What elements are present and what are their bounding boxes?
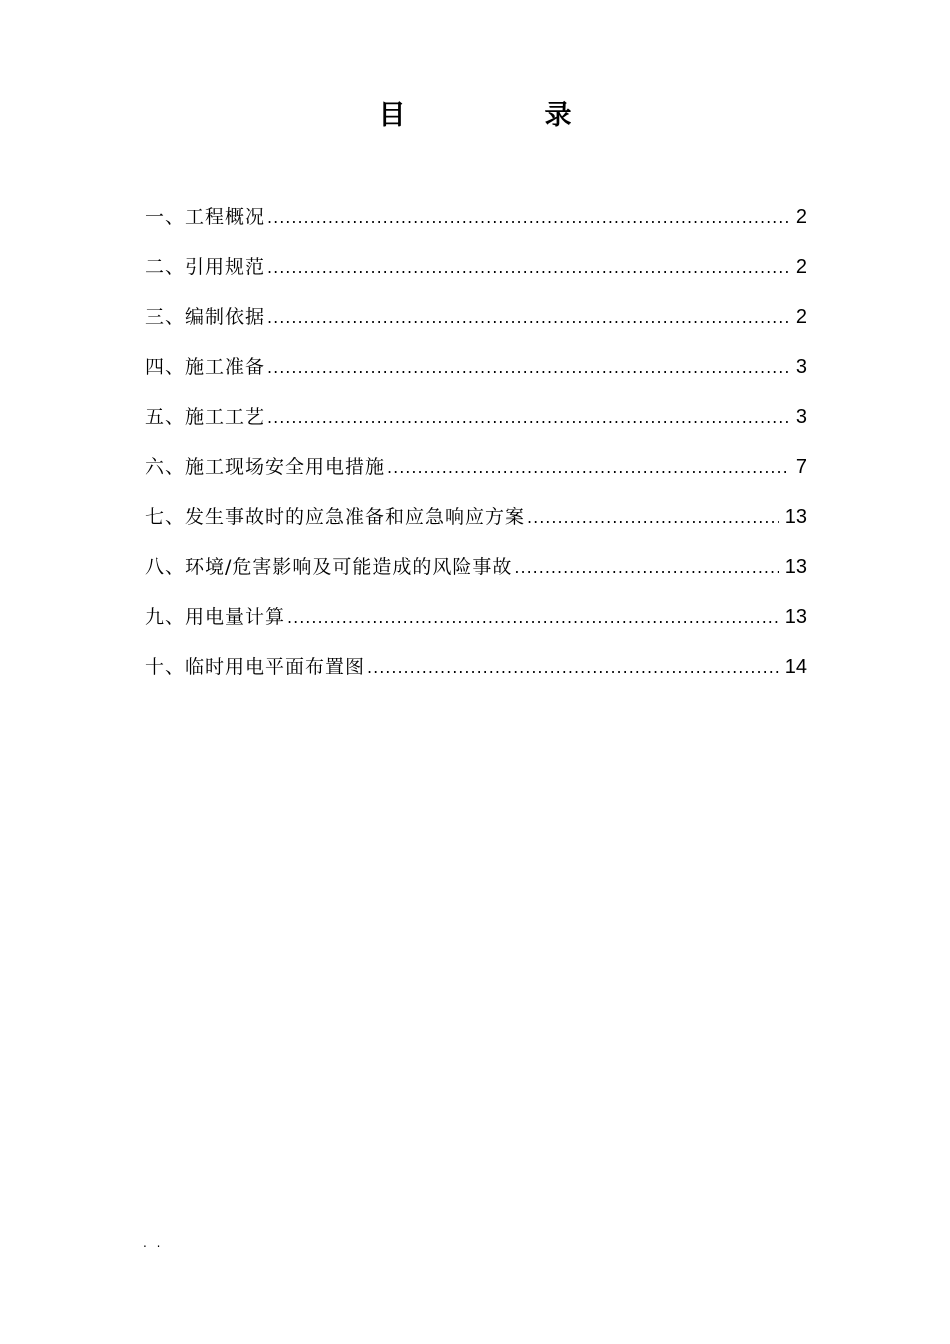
toc-entry-9[interactable] [145, 598, 807, 648]
toc-entry-label: 四、施工准备 [145, 356, 266, 378]
toc-entry-label: 八、环境/危害影响及可能造成的风险事故 [145, 556, 513, 578]
toc-entry-1[interactable] [145, 198, 807, 248]
toc-entry-4[interactable] [145, 348, 807, 398]
toc-dot-leader [267, 349, 790, 387]
toc-entry-label: 五、施工工艺 [145, 406, 266, 428]
toc-dot-leader [267, 249, 790, 287]
page-title: 目 录 [378, 100, 628, 131]
toc-entry-page: 2 [795, 206, 807, 228]
toc-entry-7[interactable] [145, 498, 807, 548]
toc-entry-6[interactable] [145, 448, 807, 498]
toc-entry-page: 13 [784, 606, 807, 628]
toc-entry-label: 二、引用规范 [145, 256, 266, 278]
toc-dot-leader [387, 449, 790, 487]
toc-dot-leader [267, 399, 790, 437]
toc-dot-leader [267, 199, 790, 237]
toc-dot-leader [514, 549, 778, 587]
toc-entry-10[interactable] [145, 648, 807, 698]
toc-entry-label: 六、施工现场安全用电措施 [145, 456, 386, 478]
toc-entry-3[interactable] [145, 298, 807, 348]
toc-entry-label: 一、工程概况 [145, 206, 266, 228]
footer-mark: . . [143, 1236, 164, 1250]
toc-entry-page: 13 [784, 506, 807, 528]
toc-dot-leader [267, 299, 790, 337]
toc-entry-2[interactable] [145, 248, 807, 298]
toc-entry-page: 13 [784, 556, 807, 578]
toc-dot-leader [367, 649, 779, 687]
toc-entry-page: 3 [795, 356, 807, 378]
toc-entry-label: 九、用电量计算 [145, 606, 286, 628]
toc-entry-page: 14 [784, 656, 807, 678]
toc-entry-label: 十、临时用电平面布置图 [145, 656, 366, 678]
toc-entry-8[interactable] [145, 548, 807, 598]
toc-entry-page: 7 [795, 456, 807, 478]
table-of-contents [145, 198, 807, 698]
toc-entry-5[interactable] [145, 398, 807, 448]
toc-entry-label: 三、编制依据 [145, 306, 266, 328]
toc-dot-leader [527, 499, 779, 537]
toc-entry-label: 七、发生事故时的应急准备和应急响应方案 [145, 506, 526, 528]
toc-entry-page: 3 [795, 406, 807, 428]
toc-dot-leader [287, 599, 779, 637]
toc-entry-page: 2 [795, 256, 807, 278]
toc-entry-page: 2 [795, 306, 807, 328]
